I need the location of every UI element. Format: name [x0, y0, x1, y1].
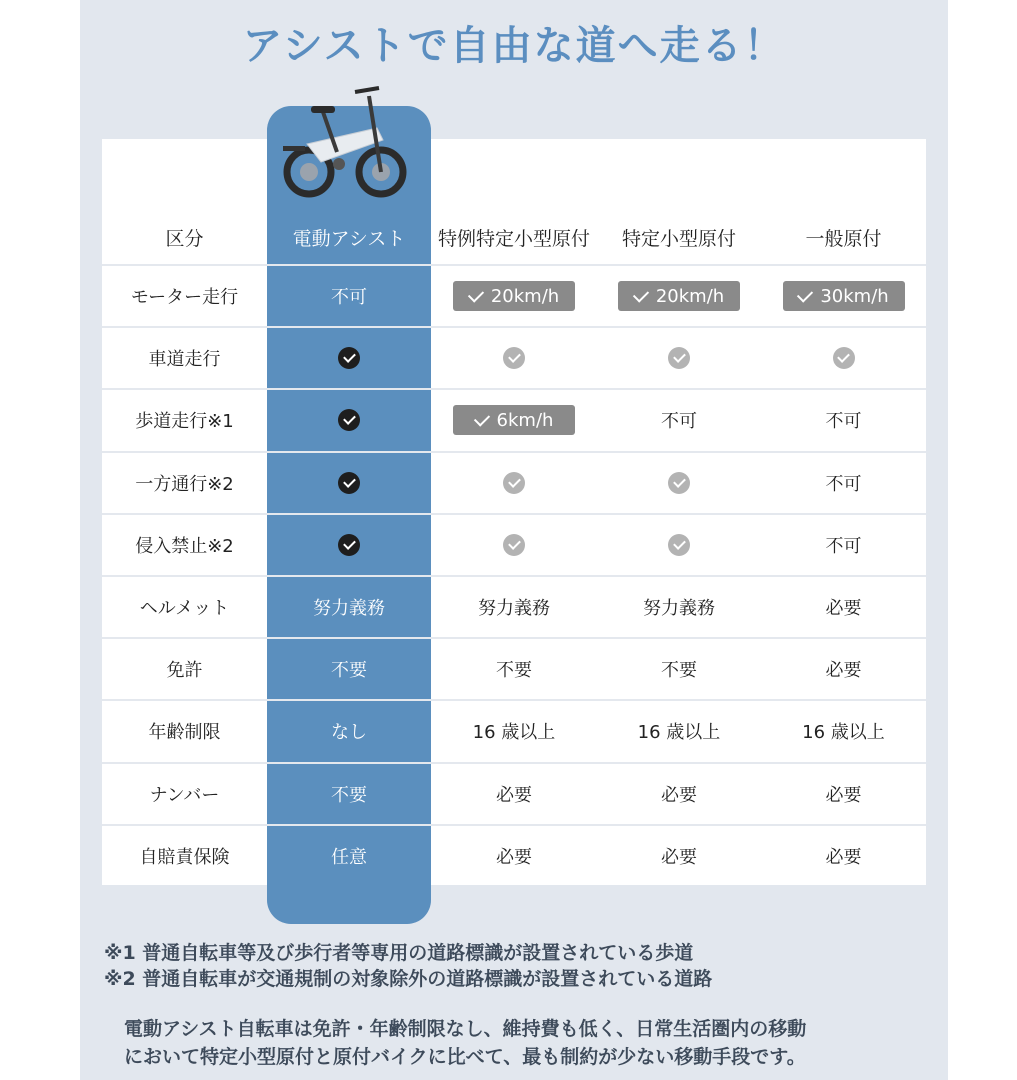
check-mark [508, 350, 521, 363]
table-cell [431, 514, 597, 576]
table-cell: 努力義務 [478, 598, 550, 620]
table-cell: 不可 [825, 411, 862, 433]
table-cell: 努力義務 [313, 598, 385, 620]
check-icon [797, 286, 813, 302]
check-circle-icon [338, 347, 360, 369]
table-cell: 努力義務 [643, 598, 715, 620]
check-circle-icon [833, 347, 855, 369]
check-circle-icon [503, 534, 525, 556]
check-circle-icon [668, 534, 690, 556]
table-cell [597, 514, 761, 576]
check-icon [633, 286, 649, 302]
header-cell: 区分 [165, 227, 204, 250]
speed-badge [453, 281, 575, 311]
row-label: モーター走行 [130, 287, 239, 309]
table-cell [431, 265, 597, 327]
header-cell: 特定小型原付 [621, 227, 736, 250]
footnote-2: ※2 普通自転車が交通規制の対象除外の道路標識が設置されている道路 [104, 968, 713, 990]
table-cell: 不要 [661, 660, 697, 682]
check-circle-icon [668, 472, 690, 494]
table-cell: 16 歳以上 [802, 722, 885, 744]
table-cell: 任意 [331, 846, 367, 868]
table-cell [597, 452, 761, 514]
table-cell: 必要 [825, 598, 862, 620]
table-cell [267, 514, 431, 576]
footnote-1: ※1 普通自転車等及び歩行者等専用の道路標識が設置されている歩道 [104, 942, 694, 964]
page-title: アシストで自由な道へ走る！ [242, 23, 786, 69]
row-label: 侵入禁止※2 [135, 535, 234, 557]
table-cell: 必要 [825, 784, 862, 806]
header-cell: 一般原付 [805, 227, 882, 250]
table-cell [267, 389, 431, 451]
header-cell: 特例特定小型原付 [437, 227, 590, 250]
table-cell [267, 327, 431, 389]
table-cell: 16 歳以上 [472, 722, 556, 744]
check-circle-icon [338, 534, 360, 556]
check-mark [343, 413, 356, 426]
table-cell: 不可 [331, 287, 367, 309]
description-line-1: 電動アシスト自転車は免許・年齢制限なし、維持費も低く、日常生活圏内の移動 [124, 1018, 807, 1040]
check-mark [673, 475, 686, 488]
check-mark [673, 350, 686, 363]
table-cell: 16 歳以上 [637, 722, 721, 744]
speed-badge [453, 405, 575, 435]
table-cell [761, 327, 926, 389]
table-cell [597, 265, 761, 327]
check-mark [508, 475, 521, 488]
row-label: 自賠責保険 [139, 846, 230, 868]
check-mark [343, 475, 356, 488]
check-icon [473, 410, 489, 426]
speed-badge [618, 281, 740, 311]
row-label: ナンバー [149, 784, 220, 806]
check-mark [343, 537, 356, 550]
table-cell [431, 452, 597, 514]
row-label: 年齢制限 [148, 722, 221, 744]
table-cell: 必要 [661, 846, 697, 868]
table-cell: 必要 [825, 846, 862, 868]
table-cell: 必要 [496, 784, 532, 806]
table-cell: 不要 [331, 784, 367, 806]
check-circle-icon [668, 347, 690, 369]
row-label: 一方通行※2 [135, 473, 234, 495]
check-icon [468, 286, 484, 302]
check-circle-icon [338, 472, 360, 494]
description-line-2: において特定小型原付と原付バイクに比べて、最も制約が少ない移動手段です。 [124, 1046, 806, 1068]
table-cell [597, 327, 761, 389]
header-cell: 電動アシスト [292, 227, 406, 250]
speed-text: 30km/h [820, 285, 889, 307]
row-label: 車道走行 [148, 349, 221, 371]
speed-badge [783, 281, 905, 311]
speed-text: 20km/h [490, 285, 560, 307]
check-circle-icon [503, 472, 525, 494]
check-mark [343, 350, 356, 363]
table-cell: なし [331, 722, 367, 744]
check-mark [837, 350, 850, 363]
speed-text: 20km/h [655, 285, 725, 307]
row-label: 歩道走行※1 [135, 411, 234, 433]
table-cell: 不要 [496, 660, 532, 682]
table-cell: 必要 [825, 660, 862, 682]
check-circle-icon [338, 409, 360, 431]
table-cell: 不要 [331, 660, 367, 682]
table-cell [431, 389, 597, 451]
table-cell [267, 452, 431, 514]
row-label: ヘルメット [139, 598, 230, 620]
table-cell: 不可 [825, 535, 862, 557]
table-cell: 必要 [661, 784, 697, 806]
table-cell: 不可 [661, 411, 697, 433]
check-mark [508, 537, 521, 550]
table-cell: 不可 [825, 473, 862, 495]
table-cell [761, 265, 926, 327]
speed-text: 6km/h [496, 409, 554, 431]
table-cell: 必要 [496, 846, 532, 868]
row-label: 免許 [166, 660, 203, 682]
check-mark [673, 537, 686, 550]
table-cell [431, 327, 597, 389]
check-circle-icon [503, 347, 525, 369]
ebike-image [277, 82, 417, 200]
